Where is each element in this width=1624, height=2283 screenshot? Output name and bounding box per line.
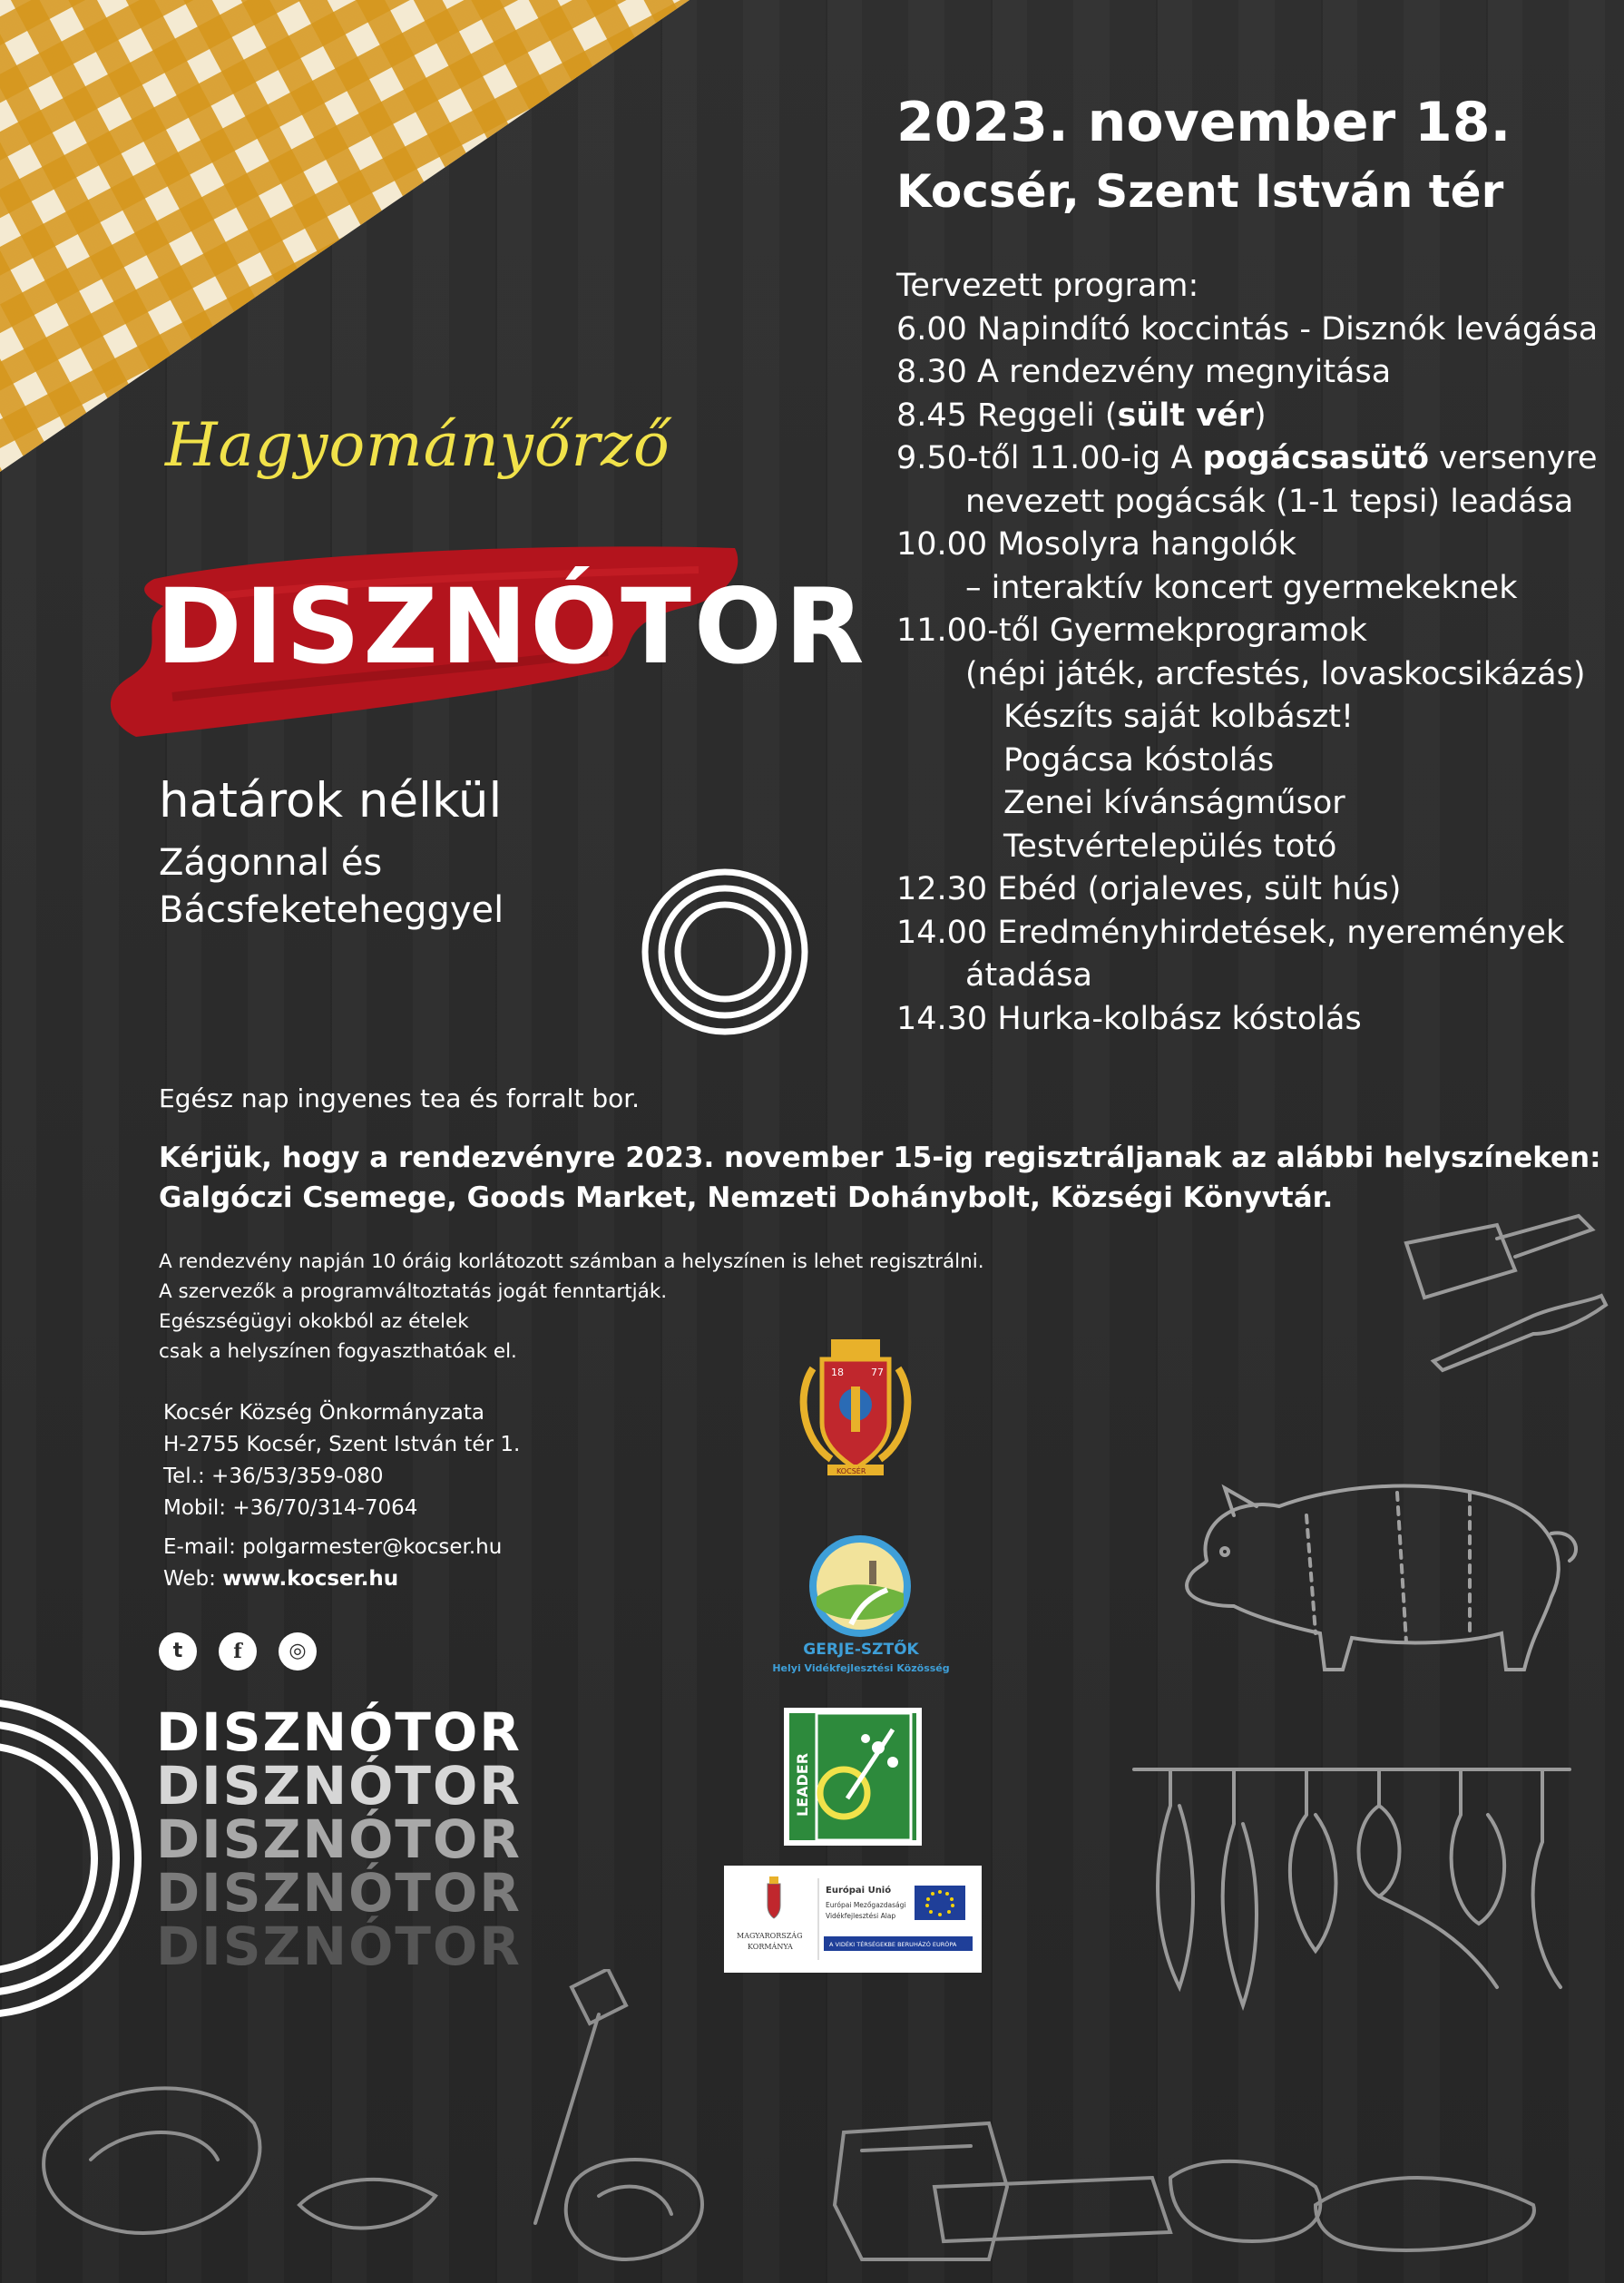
- contact-address: H-2755 Kocsér, Szent István tér 1.: [163, 1433, 521, 1456]
- gerje-subtitle: Helyi Vidékfejlesztési Közösség: [772, 1662, 950, 1674]
- title-disznotor: DISZNÓTOR: [156, 566, 867, 687]
- program-item: Pogácsa kóstolás: [1003, 741, 1275, 779]
- note-line: A szervezők a programváltoztatás jogát fenntartják.: [159, 1280, 668, 1303]
- twitter-icon[interactable]: t: [159, 1632, 197, 1671]
- title-partners-line2: Bácsfeketeheggyel: [159, 889, 504, 931]
- wordmark-line: DISZNÓTOR: [156, 1916, 522, 1977]
- program-item: 8.30 A rendezvény megnyitása: [896, 354, 1392, 390]
- wordmark-line: DISZNÓTOR: [156, 1701, 522, 1763]
- program-list: [896, 265, 1598, 1041]
- program-item: 9.50-től 11.00-ig A pogácsasütő versenyre: [896, 440, 1598, 476]
- program-item: 6.00 Napindító koccintás - Disznók levágása: [896, 310, 1599, 348]
- svg-text:LEADER: LEADER: [794, 1752, 811, 1817]
- note-line: A rendezvény napján 10 óráig korlátozott számban a helyszínen is lehet regisztrálni.: [159, 1250, 984, 1273]
- wordmark-line: DISZNÓTOR: [156, 1862, 522, 1924]
- program-highlight: pogácsasütő: [1202, 440, 1430, 476]
- program-item: (népi játék, arcfestés, lovaskocsikázás): [965, 655, 1586, 692]
- program-item: 12.30 Ebéd (orjaleves, sült hús): [896, 871, 1402, 907]
- program-item: 10.00 Mosolyra hangolók: [896, 526, 1296, 563]
- svg-text:Európai Mezőgazdasági: Európai Mezőgazdasági: [826, 1901, 906, 1909]
- instagram-icon[interactable]: ◎: [279, 1632, 317, 1671]
- contact-online: [163, 1532, 502, 1595]
- program-heading: Tervezett program:: [896, 268, 1199, 304]
- note-line: Egészségügyi okokból az ételek: [159, 1310, 469, 1333]
- program-highlight: sült vér: [1117, 397, 1255, 434]
- event-place: Kocsér, Szent István tér: [896, 165, 1504, 218]
- gerje-title: GERJE-SZTŐK: [803, 1641, 919, 1659]
- title-hagyomanyorzo: Hagyományőrző: [165, 410, 670, 480]
- contact-mobile: Mobil: +36/70/314-7064: [163, 1496, 418, 1520]
- wordmark-line: DISZNÓTOR: [156, 1808, 522, 1870]
- contact-org: Kocsér Község Önkormányzata: [163, 1401, 484, 1425]
- cleaver-knife-icon: [1397, 1198, 1615, 1379]
- svg-text:A VIDÉKI TÉRSÉGEKBE BERUHÁZÓ E: A VIDÉKI TÉRSÉGEKBE BERUHÁZÓ EURÓPA: [829, 1941, 957, 1948]
- registration-line: Kérjük, hogy a rendezvényre 2023. november 15-ig regisztráljanak az alábbi helyszíneken:: [159, 1142, 1601, 1174]
- contact-phone: Tel.: +36/53/359-080: [163, 1465, 384, 1488]
- pig-icon: [1170, 1452, 1588, 1688]
- title-partners-line1: Zágonnal és: [159, 842, 383, 884]
- registration-info: [159, 1138, 1601, 1218]
- disznotor-wordmark-stack: [156, 1701, 522, 1977]
- contact-block: [163, 1397, 520, 1524]
- title-subtitle: határok nélkül: [159, 773, 503, 828]
- program-item: 14.30 Hurka-kolbász kóstolás: [896, 1000, 1362, 1037]
- concentric-rings-icon: [641, 867, 809, 1036]
- program-item: 14.00 Eredményhirdetések, nyeremények: [896, 914, 1565, 951]
- svg-text:MAGYARORSZÁG: MAGYARORSZÁG: [737, 1932, 803, 1940]
- free-drinks-note: Egész nap ingyenes tea és forralt bor.: [159, 1083, 641, 1113]
- svg-text:77: 77: [871, 1367, 884, 1378]
- contact-web[interactable]: Web: www.kocser.hu: [163, 1567, 399, 1591]
- eu-funding-logo: [724, 1866, 982, 1973]
- svg-text:KORMÁNYA: KORMÁNYA: [748, 1943, 793, 1951]
- program-item: nevezett pogácsák (1-1 tepsi) leadása: [965, 483, 1574, 520]
- event-date: 2023. november 18.: [896, 91, 1511, 154]
- contact-email[interactable]: E-mail: polgarmester@kocser.hu: [163, 1535, 503, 1559]
- facebook-icon[interactable]: f: [219, 1632, 257, 1671]
- note-line: csak a helyszínen fogyaszthatóak el.: [159, 1340, 517, 1363]
- svg-text:Vidékfejlesztési Alap: Vidékfejlesztési Alap: [826, 1912, 896, 1920]
- coat-of-arms-icon: [795, 1332, 916, 1477]
- program-item: – interaktív koncert gyermekeknek: [965, 569, 1518, 606]
- program-item: átadása: [965, 957, 1092, 994]
- food-sketch-row: [27, 1969, 1588, 2278]
- program-item: 8.45 Reggeli (sült vér): [896, 397, 1267, 434]
- program-item: Készíts saját kolbászt!: [1003, 699, 1355, 735]
- leader-logo: [784, 1708, 922, 1846]
- svg-text:KOCSÉR: KOCSÉR: [836, 1467, 866, 1475]
- program-item: Testvértelepülés totó: [1003, 828, 1337, 865]
- program-item: 11.00-től Gyermekprogramok: [896, 612, 1367, 649]
- svg-text:18: 18: [831, 1367, 844, 1378]
- checkered-tablecloth: [0, 0, 690, 472]
- registration-places: Galgóczi Csemege, Goods Market, Nemzeti Dohánybolt, Községi Könyvtár.: [159, 1181, 1334, 1214]
- wordmark-line: DISZNÓTOR: [156, 1755, 522, 1817]
- program-item: Zenei kívánságműsor: [1003, 785, 1345, 821]
- svg-text:Európai Unió: Európai Unió: [826, 1886, 892, 1896]
